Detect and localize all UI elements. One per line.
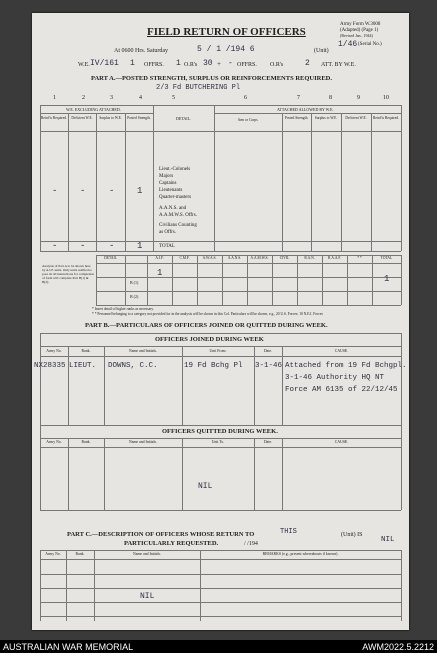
analysis-col-header: A.W.A.S. xyxy=(202,256,217,260)
joined-col-unit-from: Unit From. xyxy=(209,349,227,353)
col-number: 8 xyxy=(329,95,332,101)
col-number: 1 xyxy=(53,95,56,101)
total-reinf: - xyxy=(52,241,58,251)
form-number: Army Form W.3008 xyxy=(340,22,381,27)
total-posted: 1 xyxy=(137,241,143,251)
col-number: 7 xyxy=(297,95,300,101)
analysis-col-header: CIVIL xyxy=(279,256,290,260)
total-deficient: - xyxy=(80,241,86,251)
analysis-col-header: A.A.N.S. xyxy=(227,256,242,260)
col-number: 9 xyxy=(357,95,360,101)
joined-date: 3-1-46 xyxy=(255,362,283,370)
analysis-col-header: C.M.F. xyxy=(179,256,190,260)
part-c-heading-line-2: PARTICULARLY REQUESTED. xyxy=(124,540,219,547)
col-header-deficient-we: Deficient W.E. xyxy=(71,116,93,120)
analysis-note: Analysis of Part A to be shown here by A.I.F. units. Only units notified to post. In all instructions for completion of form will complete Part B(1) & B(2). xyxy=(42,264,94,284)
offrs-value-2: - xyxy=(228,59,233,68)
joined-army-no: NX28335 xyxy=(34,362,66,370)
col-number: 6 xyxy=(244,95,247,101)
part-a-unit: 2/3 Fd BUTCHERING Pl xyxy=(156,84,241,92)
lieutenants-posted: 1 xyxy=(137,186,143,196)
lieutenants-reinf: - xyxy=(52,186,58,196)
part-c-nil: NIL xyxy=(381,536,395,544)
offrs-label-2: OFFRS. xyxy=(237,62,257,68)
joined-rank: LIEUT. xyxy=(69,362,97,370)
officers-quitted-title: OFFICERS QUITTED DURING WEEK. xyxy=(162,428,278,435)
rank-aans: A.A.N.S. and xyxy=(159,206,187,211)
return-date: 5 / 1 /194 6 xyxy=(197,45,255,54)
col-header-reinfts-required: Reinf'ts Required. xyxy=(41,116,67,120)
part-b-heading: PART B.—PARTICULARS OF OFFICERS JOINED OR QUITTED DURING WEEK. xyxy=(85,322,328,329)
col-header-posted-strength: Posted Strength. xyxy=(127,116,151,120)
we-excluding-attached-header: W.E. EXCLUDING ATTACHED. xyxy=(66,107,121,112)
form-revised: (Revised Jan., 1944) xyxy=(340,33,373,38)
plus-sign: + xyxy=(217,60,221,68)
total-surplus: - xyxy=(109,241,115,251)
form-sheet xyxy=(32,13,409,630)
joined-unit-from: 19 Fd Bchg Pl xyxy=(184,362,243,370)
rank-captains: Captains xyxy=(159,181,177,186)
analysis-total-value: 1 xyxy=(384,274,390,284)
footer-institution: AUSTRALIAN WAR MEMORIAL xyxy=(3,642,134,652)
col-number: 5 xyxy=(172,95,175,101)
joined-col-cause: CAUSE. xyxy=(334,349,349,353)
joined-col-army-no: Army No. xyxy=(46,349,62,353)
we-value: IV/161 xyxy=(90,59,119,68)
footnote-higher-ranks: * Insert detail of higher ranks as necessary. xyxy=(92,307,154,311)
quitted-col-unit-to: Unit To. xyxy=(211,440,225,444)
footnote-other-personnel: * * Personnel belonging to a category not provided for in the analysis will be shown in this Col. Particulars will be shown, e.g., 20 U.S. Forces; 10 N.E.I. Forces xyxy=(92,312,323,316)
rank-civilians-2: as Offrs. xyxy=(159,230,177,235)
joined-cause-line-2: 3-1-46 Authority HQ NT xyxy=(285,374,385,382)
unit-label: (Unit) xyxy=(314,48,329,54)
analysis-row-b1: B (1) xyxy=(130,280,139,285)
part-c-entry-nil: NIL xyxy=(140,592,155,601)
col-header-deficient-we-att: Deficient W.E. xyxy=(345,116,367,120)
analysis-aif-value: 1 xyxy=(157,268,163,278)
part-c-heading-line-1: PART C.—DESCRIPTION OF OFFICERS WHOSE RETURN TO xyxy=(67,531,255,538)
analysis-col-header: DETAIL xyxy=(104,256,117,260)
part-c-col-remarks: REMARKS (e.g., present whereabouts if known). xyxy=(262,552,339,556)
col-number: 4 xyxy=(139,95,142,101)
quitted-col-date: Date. xyxy=(263,440,273,444)
joined-cause-line-1: Attached from 19 Fd Bchgpl. xyxy=(285,362,407,370)
we-number: 1 xyxy=(130,59,135,68)
quitted-col-name: Name and Initials. xyxy=(129,440,157,444)
rank-aamws: A.A.M.W.S. Offrs. xyxy=(159,213,197,218)
ors-label: O.R's xyxy=(184,62,198,68)
form-adapted: (Adapted) (Page 1) xyxy=(340,28,379,33)
rank-lieutenants: Lieutenants xyxy=(159,188,183,193)
col-header-arm-or-corps: Arm or Corps. xyxy=(237,118,259,122)
col-header-reinfts-required-att: Reinf'ts Required. xyxy=(373,116,399,120)
analysis-col-header: * * xyxy=(357,256,362,260)
lieutenants-surplus: - xyxy=(109,186,115,196)
quitted-col-cause: CAUSE. xyxy=(334,440,349,444)
footer-accession-number: AWM2022.5.2212 xyxy=(362,642,434,652)
ors-label-2: O.R's xyxy=(270,62,284,68)
col-number: 2 xyxy=(82,95,85,101)
lieutenants-deficient: - xyxy=(80,186,86,196)
analysis-col-header: TOTAL xyxy=(380,256,393,260)
col-header-detail: DETAIL. xyxy=(175,116,192,121)
officers-joined-title: OFFICERS JOINED DURING WEEK xyxy=(155,336,264,343)
serial-value: 1/46 xyxy=(338,40,358,49)
ors-value: 30 xyxy=(203,59,213,68)
rank-lieut-colonels: Lieut.-Colonels xyxy=(159,167,191,172)
col-header-surplus-we: Surplus to W.E. xyxy=(99,116,122,120)
analysis-col-header: A.I.F. xyxy=(155,256,164,260)
part-c-col-rank: Rank. xyxy=(75,552,85,556)
total-row-label: TOTAL xyxy=(159,244,175,249)
archive-footer xyxy=(0,640,437,653)
att-by-we-label: ATT. BY W.E. xyxy=(321,62,356,68)
rank-civilians: Civilians Counting xyxy=(159,223,197,228)
quitted-nil: NIL xyxy=(198,482,213,491)
part-a-heading: PART A.—POSTED STRENGTH, SURPLUS OR REINFORCEMENTS REQUIRED. xyxy=(91,75,332,82)
col-number: 3 xyxy=(110,95,113,101)
offrs-label: OFFRS. xyxy=(144,62,164,68)
we-label: W.E. xyxy=(78,62,90,68)
quitted-col-rank: Rank. xyxy=(81,440,91,444)
attached-allowed-header: ATTACHED ALLOWED BY W.E. xyxy=(277,107,334,112)
col-header-posted-strength-att: Posted Strength. xyxy=(284,116,309,120)
analysis-col-header: A.A.M.W.S. xyxy=(250,256,269,260)
analysis-col-header: R.A.A.F. xyxy=(328,256,341,260)
col-header-surplus-we-att: Surplus to W.E. xyxy=(314,116,338,120)
joined-col-rank: Rank. xyxy=(81,349,91,353)
analysis-row-b2: B (2) xyxy=(130,294,139,299)
offrs-value: 1 xyxy=(176,59,181,68)
rank-quarter-masters: Quarter-masters xyxy=(159,195,192,200)
part-c-col-name: Name and Initials. xyxy=(133,552,161,556)
analysis-col-header: R.A.N. xyxy=(304,256,315,260)
at-hrs-label: At 0600 Hrs. Saturday xyxy=(114,48,168,54)
part-c-this: THIS xyxy=(280,528,297,536)
part-c-date-blank: / /194 xyxy=(244,541,258,547)
form-title: FIELD RETURN OF OFFICERS xyxy=(147,26,306,38)
ors-value-2: 2 xyxy=(305,59,310,68)
col-number: 10 xyxy=(383,95,389,101)
quitted-col-army-no: Army No. xyxy=(46,440,62,444)
joined-name: DOWNS, C.C. xyxy=(108,362,158,370)
joined-col-name: Name and Initials. xyxy=(129,349,157,353)
part-c-col-army-no: Army No. xyxy=(45,552,61,556)
part-c-unit-label: (Unit) IS xyxy=(341,532,363,538)
rank-majors: Majors xyxy=(159,174,174,179)
joined-col-date: Date. xyxy=(263,349,273,353)
joined-cause-line-3: Force AM 6135 of 22/12/45 xyxy=(285,386,398,394)
serial-label: (Serial No.) xyxy=(358,42,382,47)
